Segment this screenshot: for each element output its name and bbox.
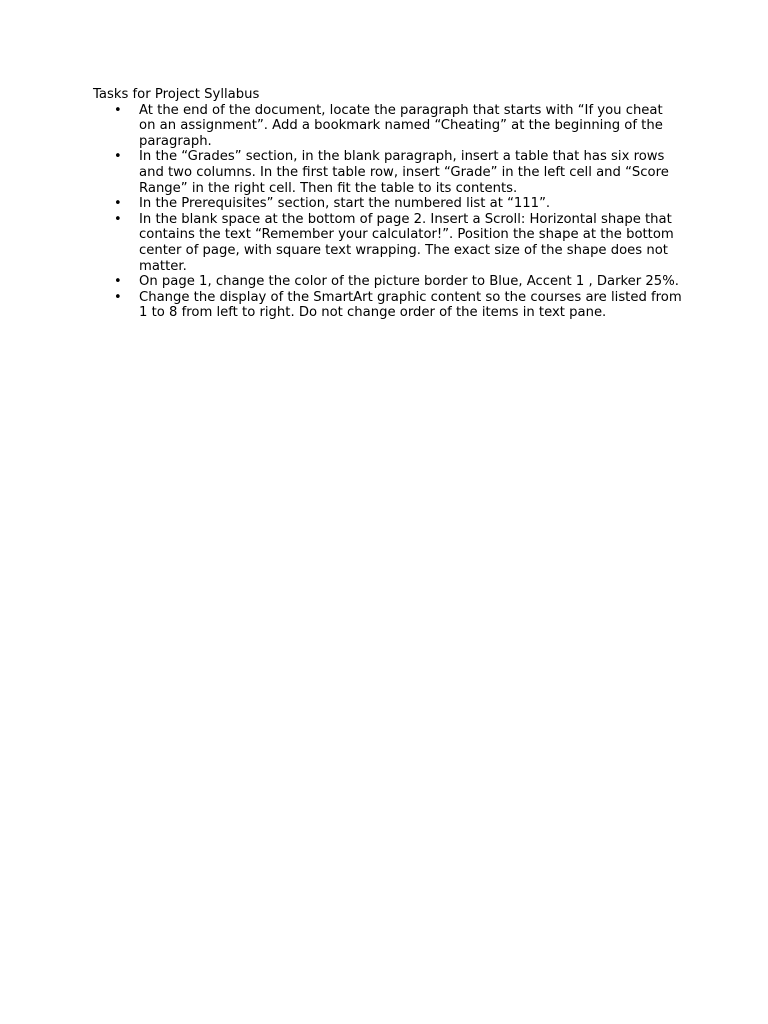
task-text: Change the display of the SmartArt graphic content so the courses are listed from 1 to 8 from left to right. Do not change order of the items in text pane. bbox=[139, 289, 682, 321]
task-list bbox=[93, 103, 683, 321]
list-item bbox=[93, 149, 683, 196]
task-text: At the end of the document, locate the paragraph that starts with “If you cheat on an assignment”. Add a bookmark named “Cheating” at the beginning of the paragraph. bbox=[139, 102, 663, 149]
bullet-icon: • bbox=[114, 196, 122, 212]
list-item bbox=[93, 290, 683, 321]
list-item bbox=[93, 212, 683, 274]
task-text: In the blank space at the bottom of page 2. Insert a Scroll: Horizontal shape that contains the text “Remember your calculator!”. Position the shape at the bottom center of page, with square text wrapping. The exact size of the shape does not matter. bbox=[139, 211, 674, 274]
bullet-icon: • bbox=[114, 274, 122, 290]
list-item bbox=[93, 274, 683, 290]
bullet-icon: • bbox=[114, 149, 122, 165]
bullet-icon: • bbox=[114, 289, 122, 305]
document-body bbox=[93, 87, 683, 321]
bullet-icon: • bbox=[114, 102, 122, 118]
bullet-icon: • bbox=[114, 211, 122, 227]
task-text: In the “Grades” section, in the blank paragraph, insert a table that has six rows and two columns. In the first table row, insert “Grade” in the left cell and “Score Range” in the right cell. Then fit the table to its contents. bbox=[139, 149, 669, 196]
list-item bbox=[93, 196, 683, 212]
list-item bbox=[93, 103, 683, 150]
document-title: Tasks for Project Syllabus bbox=[93, 87, 260, 102]
task-text: In the Prerequisites” section, start the numbered list at “111”. bbox=[139, 196, 551, 212]
task-text: On page 1, change the color of the picture border to Blue, Accent 1 , Darker 25%. bbox=[139, 274, 679, 290]
